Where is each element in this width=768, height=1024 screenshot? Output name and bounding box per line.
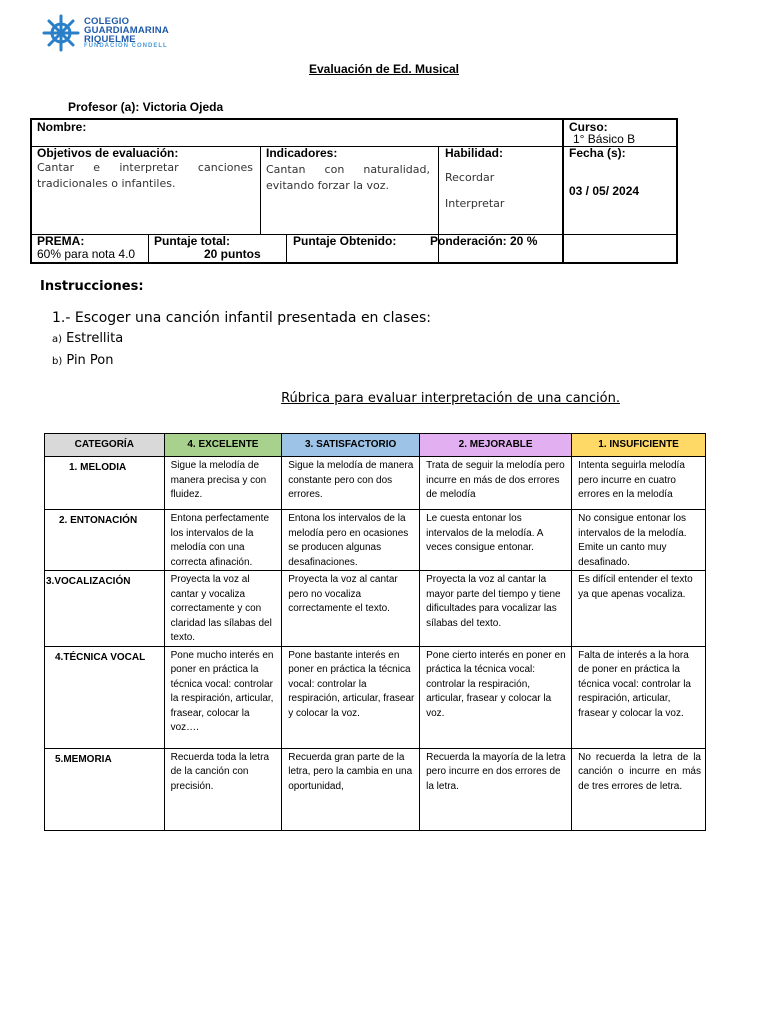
header-mejorable: 2. MEJORABLE: [420, 434, 572, 457]
table-cell: Sigue la melodía de manera constante pero con dos errores.: [282, 457, 420, 510]
option-a-prefix: a): [52, 334, 63, 345]
table-cell: Proyecta la voz al cantar la mayor parte del tiempo y tiene dificultades para vocalizar las sílabas del texto.: [420, 571, 572, 647]
school-logo: [42, 14, 192, 52]
header-satisfactorio: 3. SATISFACTORIO: [282, 434, 420, 457]
table-cell: Trata de seguir la melodía pero incurre en más de dos errores de melodía: [420, 457, 572, 510]
habilidad-interpretar: Interpretar: [445, 197, 505, 210]
table-cell: Recuerda toda la letra de la canción con precisión.: [164, 748, 282, 830]
table-cell: Pone cierto interés en poner en práctica la técnica vocal: controlar la respiración, articular, frasear y colocar la voz.: [420, 646, 572, 748]
puntaje-total-label: Puntaje total:: [154, 234, 231, 248]
divider: [260, 146, 261, 234]
table-cell: Es difícil entender el texto ya que apenas vocaliza.: [572, 571, 706, 647]
header-insuficiente: 1. INSUFICIENTE: [572, 434, 706, 457]
instructions-heading: Instrucciones:: [40, 279, 144, 294]
divider: [562, 120, 564, 262]
option-a: [52, 331, 123, 346]
indicadores-label: Indicadores:: [266, 146, 338, 160]
header-categoria: CATEGORÍA: [45, 434, 165, 457]
table-cell: Proyecta la voz al cantar y vocaliza correctamente y con claridad las sílabas del texto.: [164, 571, 282, 647]
divider: [286, 234, 287, 262]
table-row: [45, 510, 706, 571]
curso-label: Curso:: [569, 120, 608, 134]
rubric-title: Rúbrica para evaluar interpretación de una canción.: [281, 391, 620, 406]
curso-value: 1° Básico B: [573, 132, 636, 146]
ship-wheel-icon: [42, 14, 80, 52]
table-row: [45, 646, 706, 748]
table-cell: No consigue entonar los intervalos de la melodía. Emite un canto muy desafinado.: [572, 510, 706, 571]
divider: [148, 234, 149, 262]
puntaje-obtenido-label: Puntaje Obtenido:: [293, 234, 397, 248]
category-cell: 2. ENTONACIÓN: [45, 510, 165, 571]
fecha-label: Fecha (s):: [569, 146, 626, 160]
table-cell: Entona los intervalos de la melodía pero en ocasiones se producen algunas desafinaciones.: [282, 510, 420, 571]
table-cell: Recuerda gran parte de la letra, pero la cambia en una oportunidad,: [282, 748, 420, 830]
table-cell: Le cuesta entonar los intervalos de la melodía. A veces consigue entonar.: [420, 510, 572, 571]
table-cell: Intenta seguirla melodía pero incurre en cuatro errores en la melodía: [572, 457, 706, 510]
table-cell: Pone mucho interés en poner en práctica la técnica vocal: controlar la respiración, articular, frasear, colocar la voz….: [164, 646, 282, 748]
category-cell: 1. MELODIA: [45, 457, 165, 510]
instruction-step-1: 1.- Escoger una canción infantil presentada en clases:: [52, 310, 431, 326]
rubric-table: [44, 433, 706, 831]
logo-text-line2: GUARDIAMARINA: [84, 25, 169, 36]
logo-text-line3: RIQUELME: [84, 34, 136, 45]
option-b: [52, 353, 114, 368]
table-row: [45, 571, 706, 647]
table-row: [45, 748, 706, 830]
option-b-text: Pin Pon: [66, 353, 114, 368]
rubric-header-row: [45, 434, 706, 457]
table-cell: No recuerda la letra de la canción o incurre en más de tres errores de letra.: [572, 748, 706, 830]
table-cell: Recuerda la mayoría de la letra pero incurre en dos errores de la letra.: [420, 748, 572, 830]
puntaje-total-value: 20 puntos: [204, 247, 261, 261]
document-title: Evaluación de Ed. Musical: [308, 62, 460, 76]
logo-subtitle: FUNDACIÓN CONDELL: [84, 43, 168, 49]
option-a-text: Estrellita: [66, 331, 124, 346]
habilidad-label: Habilidad:: [445, 146, 504, 160]
habilidad-recordar: Recordar: [445, 171, 495, 184]
nombre-label: Nombre:: [37, 120, 87, 134]
category-cell: 4.TÉCNICA VOCAL: [45, 646, 165, 748]
header-excelente: 4. EXCELENTE: [164, 434, 282, 457]
objetivos-value: Cantar e interpretar canciones tradicionales o infantiles.: [37, 161, 253, 190]
logo-text-line1: COLEGIO: [84, 16, 130, 27]
evaluation-info-box: [30, 118, 678, 264]
prema-value: 60% para nota 4.0: [37, 247, 136, 261]
table-cell: Entona perfectamente los intervalos de la melodía con una correcta afinación.: [164, 510, 282, 571]
prema-label: PREMA:: [37, 234, 85, 248]
table-cell: Proyecta la voz al cantar pero no vocaliza correctamente el texto.: [282, 571, 420, 647]
indicadores-value: Cantan con naturalidad, evitando forzar la voz.: [266, 163, 430, 192]
table-cell: Sigue la melodía de manera precisa y con fluidez.: [164, 457, 282, 510]
table-cell: Falta de interés a la hora de poner en práctica la técnica vocal: controlar la respiración, articular, frasear y colocar la voz.: [572, 646, 706, 748]
fecha-value: 03 / 05/ 2024: [569, 184, 640, 198]
option-b-prefix: b): [52, 356, 63, 367]
category-cell: 5.MEMORIA: [45, 748, 165, 830]
table-row: [45, 457, 706, 510]
table-cell: Pone bastante interés en poner en práctica la técnica vocal: controlar la respiración, articular, frasear y colocar la voz.: [282, 646, 420, 748]
category-cell: 3.VOCALIZACIÓN: [45, 571, 165, 647]
teacher-name: Profesor (a): Victoria Ojeda: [68, 100, 224, 114]
objetivos-label: Objetivos de evaluación:: [37, 146, 179, 160]
ponderacion: Ponderación: 20 %: [430, 234, 538, 248]
